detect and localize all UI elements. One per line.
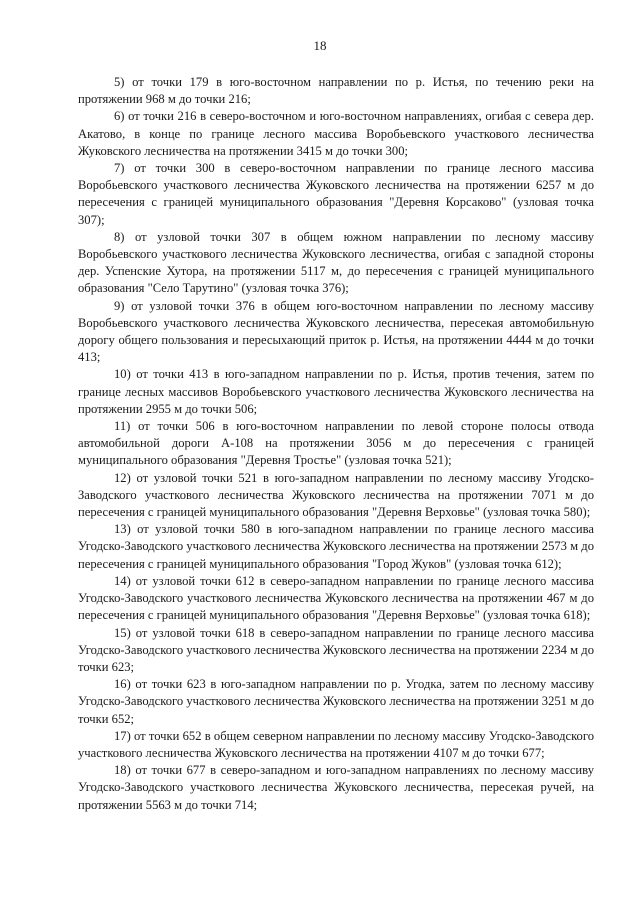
paragraph-item-11: 11) от точки 506 в юго-восточном направлении по левой стороне полосы отвода автомобильной дороги А-108 на протяжении 3056 м до пересечения с границей муниципального образования "Деревня Тростье" (узловая точка 521); <box>78 419 594 468</box>
paragraph-item-18: 18) от точки 677 в северо-западном и юго-западном направлениях по лесному массиву Угодско-Заводского участкового лесничества Жуковского лесничества, пересекая ручей, на протяжении 5563 м до точки 714; <box>78 763 594 812</box>
paragraph-item-17: 17) от точки 652 в общем северном направлении по лесному массиву Угодско-Заводского участкового лесничества Жуковского лесничества на протяжении 4107 м до точки 677; <box>78 728 594 760</box>
paragraph-item-16: 16) от точки 623 в юго-западном направлении по р. Угодка, затем по лесному массиву Угодско-Заводского участкового лесничества Жуковского лесничества на протяжении 3251 м до точки 652; <box>78 677 594 726</box>
page-number: 18 <box>313 38 327 53</box>
paragraph-item-12: 12) от узловой точки 521 в юго-западном направлении по лесному массиву Угодско-Заводского участкового лесничества Жуковского лесничества на протяжении 7071 м до пересечения с границей муниципального образования "Деревня Верховье" (узловая точка 580); <box>78 470 594 520</box>
paragraph-item-6: 6) от точки 216 в северо-восточном и юго-восточном направлениях, огибая с севера дер. Акатово, в конце по границе лесного массива Воробьевского участкового лесничества Жуковского лесничества на протяжении 3415 м до точки 300; <box>78 109 594 158</box>
paragraph-item-7: 7) от точки 300 в северо-восточном направлении по границе лесного массива Воробьевского участкового лесничества Жуковского лесничества на протяжении 6257 м до пересечения с границей муниципального образования "Деревня Корсаково" (узловая точка 307); <box>78 161 594 227</box>
paragraph-item-13: 13) от узловой точки 580 в юго-западном направлении по границе лесного массива Угодско-Заводского участкового лесничества Жуковского лесничества на протяжении 2573 м до пересечения с границей муниципального образования "Город Жуков" (узловая точка 612); <box>78 522 594 571</box>
document-body <box>78 74 594 814</box>
paragraph-item-5: 5) от точки 179 в юго-восточном направлении по р. Истья, по течению реки на протяжении 968 м до точки 216; <box>78 75 594 107</box>
paragraph-item-14: 14) от узловой точки 612 в северо-западном направлении по границе лесного массива Угодско-Заводского участкового лесничества Жуковского лесничества на протяжении 467 м до пересечения с границей муниципального образования "Деревня Верховье" (узловая точка 618); <box>78 573 594 623</box>
paragraph-item-9: 9) от узловой точки 376 в общем юго-восточном направлении по лесному массиву Воробьевского участкового лесничества Жуковского лесничества, пересекая автомобильную дорогу общего пользования и пересыхающий приток р. Истья, на протяжении 4444 м до точки 413; <box>78 298 594 365</box>
paragraph-item-10: 10) от точки 413 в юго-западном направлении по р. Истья, против течения, затем по границе лесных массивов Воробьевского участкового лесничества Жуковского лесничества на протяжении 2955 м до точки 506; <box>78 367 594 416</box>
paragraph-item-15: 15) от узловой точки 618 в северо-западном направлении по границе лесного массива Угодско-Заводского участкового лесничества Жуковского лесничества на протяжении 2234 м до точки 623; <box>78 625 594 674</box>
paragraph-item-8: 8) от узловой точки 307 в общем южном направлении по лесному массиву Воробьевского участкового лесничества Жуковского лесничества, огибая с западной стороны дер. Успенские Хутора, на протяжении 5117 м, до пересечения с границей муниципального образования "Село Тарутино" (узловая точка 376); <box>78 229 594 296</box>
